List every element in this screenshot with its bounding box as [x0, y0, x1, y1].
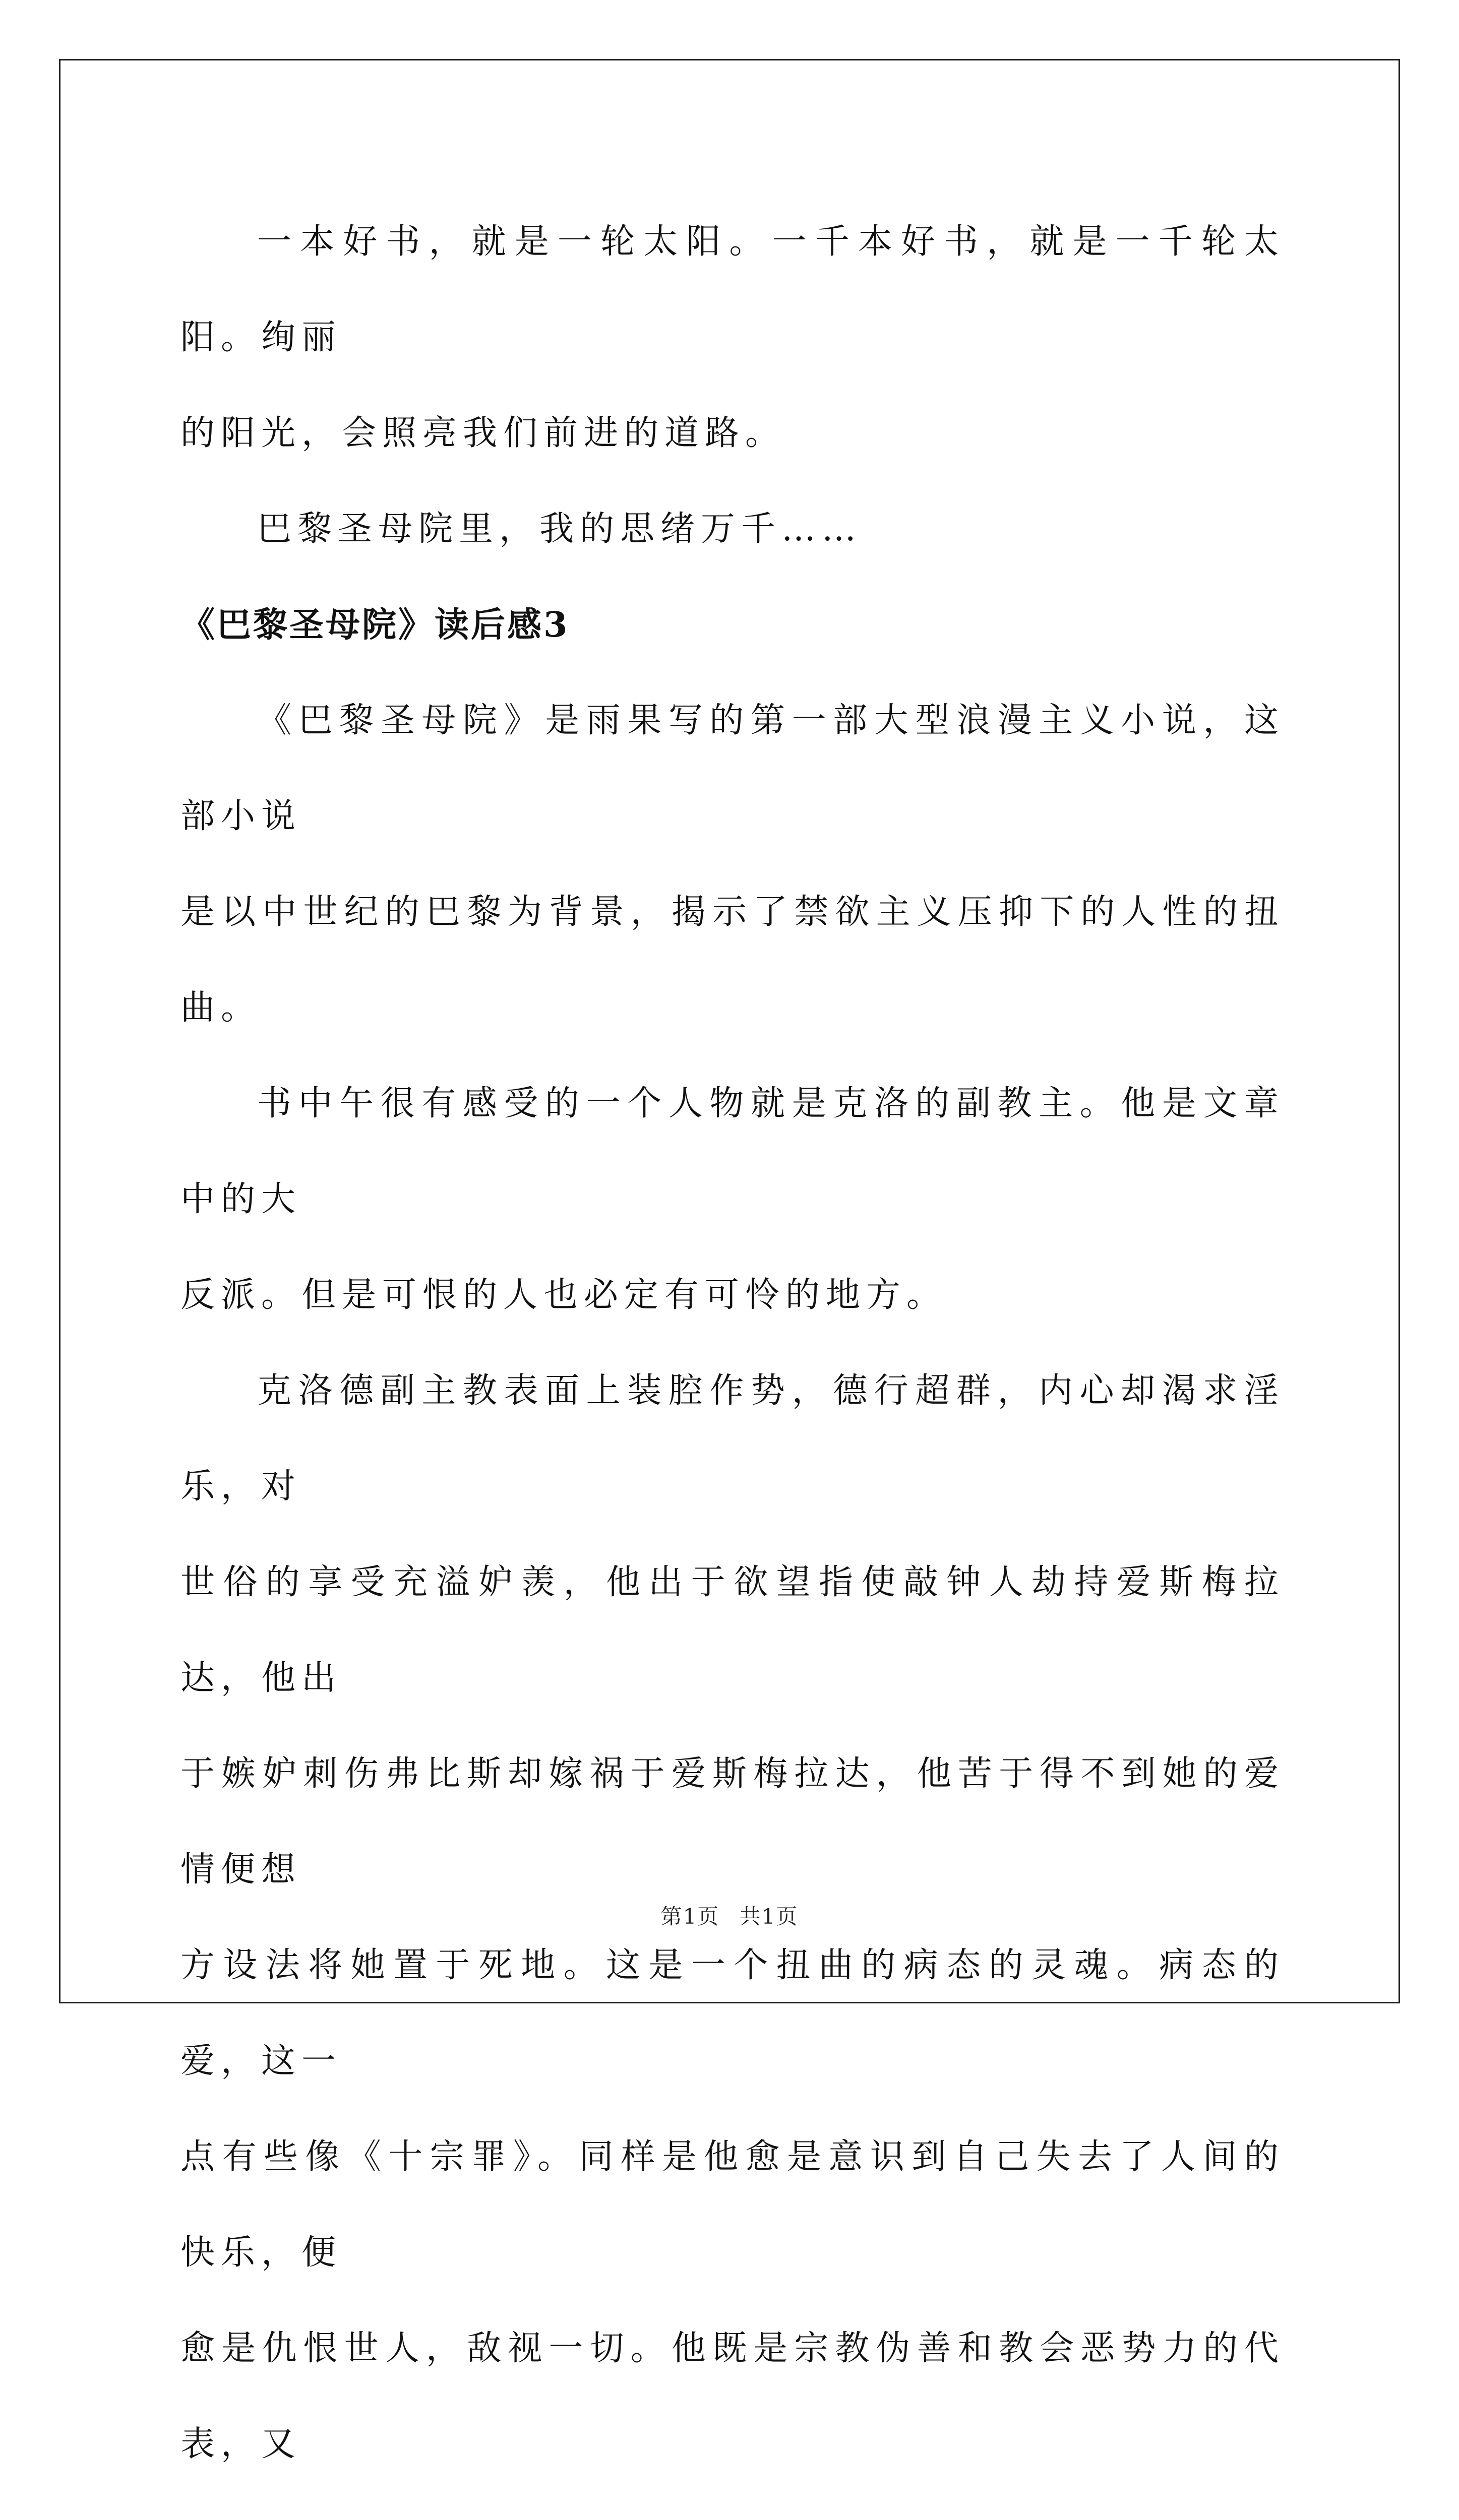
text-line: 一本好书，就是一轮太阳。一千本好书，就是一千轮太阳。绚丽: [180, 222, 1285, 357]
page-total: 共1页: [739, 1904, 799, 1929]
text-line: 的阳光，会照亮我们前进的道路。: [180, 413, 786, 453]
text-line: 点有些像《十宗罪》。同样是他愈是意识到自己失去了人间的快乐，便: [180, 2137, 1285, 2273]
text-line: 巴黎圣母院里，我的思绪万千……: [257, 509, 863, 549]
paragraph: [180, 194, 1285, 481]
text-line: 方设法将她置于死地。这是一个扭曲的病态的灵魂。病态的爱，这一: [180, 1945, 1285, 2081]
paragraph: [180, 673, 1285, 1056]
document-body: [180, 194, 1285, 2520]
text-line: 《巴黎圣母院》是雨果写的第一部大型浪漫主义小说，这部小说: [180, 701, 1285, 836]
text-line: 是以中世纪的巴黎为背景，揭示了禁欲主义压抑下的人性的扭曲。: [180, 892, 1285, 1028]
text-line: 世俗的享受充溢妒羡，他出于欲望指使敲钟人劫持爱斯梅拉达，他出: [180, 1562, 1285, 1698]
text-line: 克洛德副主教表面上装腔作势，德行超群，内心却渴求淫乐，对: [180, 1371, 1285, 1506]
text-line: [180, 2492, 1285, 2520]
page-number: 第1页: [660, 1904, 720, 1929]
text-line: 反派。但是可恨的人也必定有可怜的地方。: [180, 1275, 947, 1315]
paragraph: [180, 1343, 1285, 2520]
text-line: 于嫉妒刺伤弗比斯却嫁祸于爱斯梅拉达，他苦于得不到她的爱情便想: [180, 1754, 1285, 1889]
paragraph: [180, 1056, 1285, 1343]
section-heading: 《巴黎圣母院》读后感3: [180, 605, 570, 645]
text-line: 书中午很有感受的一个人物就是克洛的副教主。他是文章中的大: [180, 1084, 1285, 1219]
page-footer: [0, 1900, 1459, 1930]
text-line: 愈是仇恨世人，敌视一切。他既是宗教伪善和教会恶势力的代表，又: [180, 2328, 1285, 2464]
paragraph: [180, 481, 1285, 577]
